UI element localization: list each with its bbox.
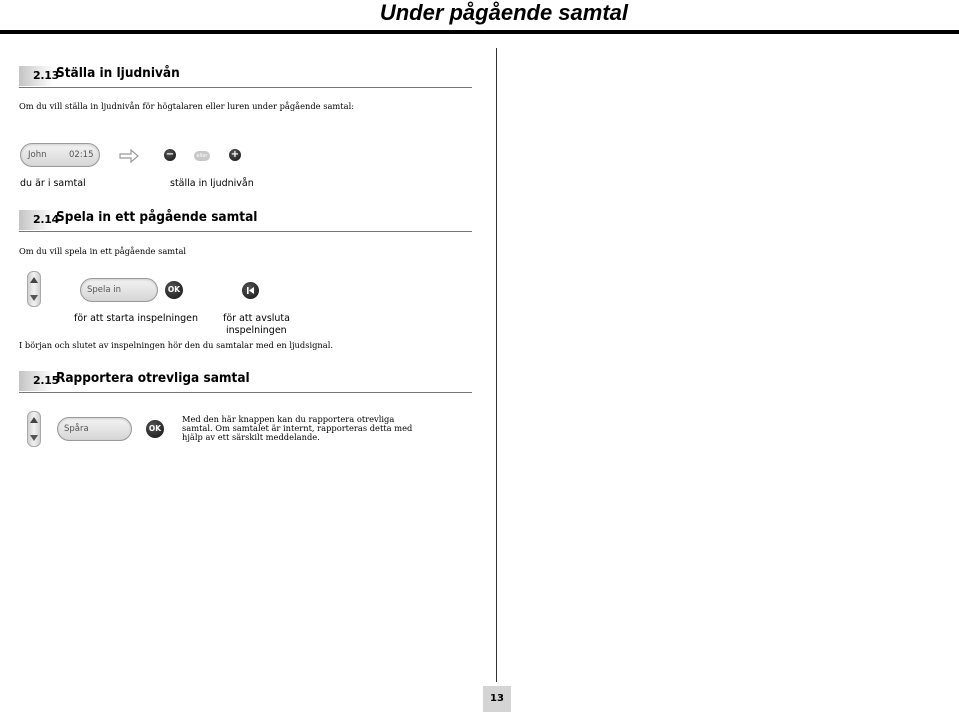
section-intro: Om du vill ställa in ljudnivån för högtalaren eller luren under pågående samtal: (19, 101, 355, 111)
section-title: Rapportera otrevliga samtal (56, 370, 250, 386)
phone-display (20, 143, 100, 167)
volume-plus-button[interactable]: + (230, 149, 240, 160)
column-divider (496, 48, 497, 682)
label-in-call: du är i samtal (20, 178, 86, 189)
section-2-15-header (19, 371, 472, 393)
softkey-label: Spåra (64, 424, 89, 434)
record-softkey[interactable] (80, 278, 158, 302)
section-2-14-header (19, 210, 472, 232)
label-set-volume: ställa in ljudnivån (170, 178, 254, 189)
or-badge: eller (194, 151, 210, 161)
section-number: 2.14 (33, 213, 59, 226)
section-number: 2.15 (33, 374, 59, 387)
arrow-right-icon (119, 148, 139, 164)
page-number: 13 (483, 686, 511, 712)
arrow-down-icon (30, 435, 38, 441)
ok-button[interactable]: OK (165, 281, 183, 299)
navigator-key[interactable] (27, 411, 41, 447)
page-title: Under pågående samtal (379, 0, 628, 25)
label-stop-recording-2: inspelningen (226, 325, 287, 336)
section-title: Spela in ett pågående samtal (56, 209, 258, 225)
volume-minus-button[interactable]: − (165, 149, 175, 160)
section-title: Ställa in ljudnivån (56, 65, 180, 81)
section-2-13-header (19, 66, 472, 88)
navigator-key[interactable] (27, 271, 41, 307)
title-rule (0, 30, 959, 34)
stop-record-button[interactable] (242, 282, 259, 299)
section-desc-line-3: hjälp av ett särskilt meddelande. (182, 432, 320, 442)
arrow-down-icon (30, 295, 38, 301)
trace-softkey[interactable] (57, 417, 132, 441)
display-name: John (28, 150, 47, 160)
section-desc-line-1: Med den här knappen kan du rapportera otrevliga (182, 414, 395, 424)
section-intro: Om du vill spela in ett pågående samtal (19, 246, 187, 256)
label-stop-recording-1: för att avsluta (223, 313, 290, 324)
skip-back-icon (242, 282, 259, 299)
label-start-recording: för att starta inspelningen (74, 313, 199, 324)
ok-button[interactable]: OK (146, 420, 164, 438)
softkey-label: Spela in (87, 285, 122, 295)
arrow-up-icon (30, 277, 38, 283)
display-time: 02:15 (69, 150, 94, 160)
section-note: I början och slutet av inspelningen hör den du samtalar med en ljudsignal. (19, 340, 334, 350)
arrow-up-icon (30, 417, 38, 423)
section-number: 2.13 (33, 69, 59, 82)
section-desc-line-2: samtal. Om samtalet är internt, rapporteras detta med (182, 423, 413, 433)
